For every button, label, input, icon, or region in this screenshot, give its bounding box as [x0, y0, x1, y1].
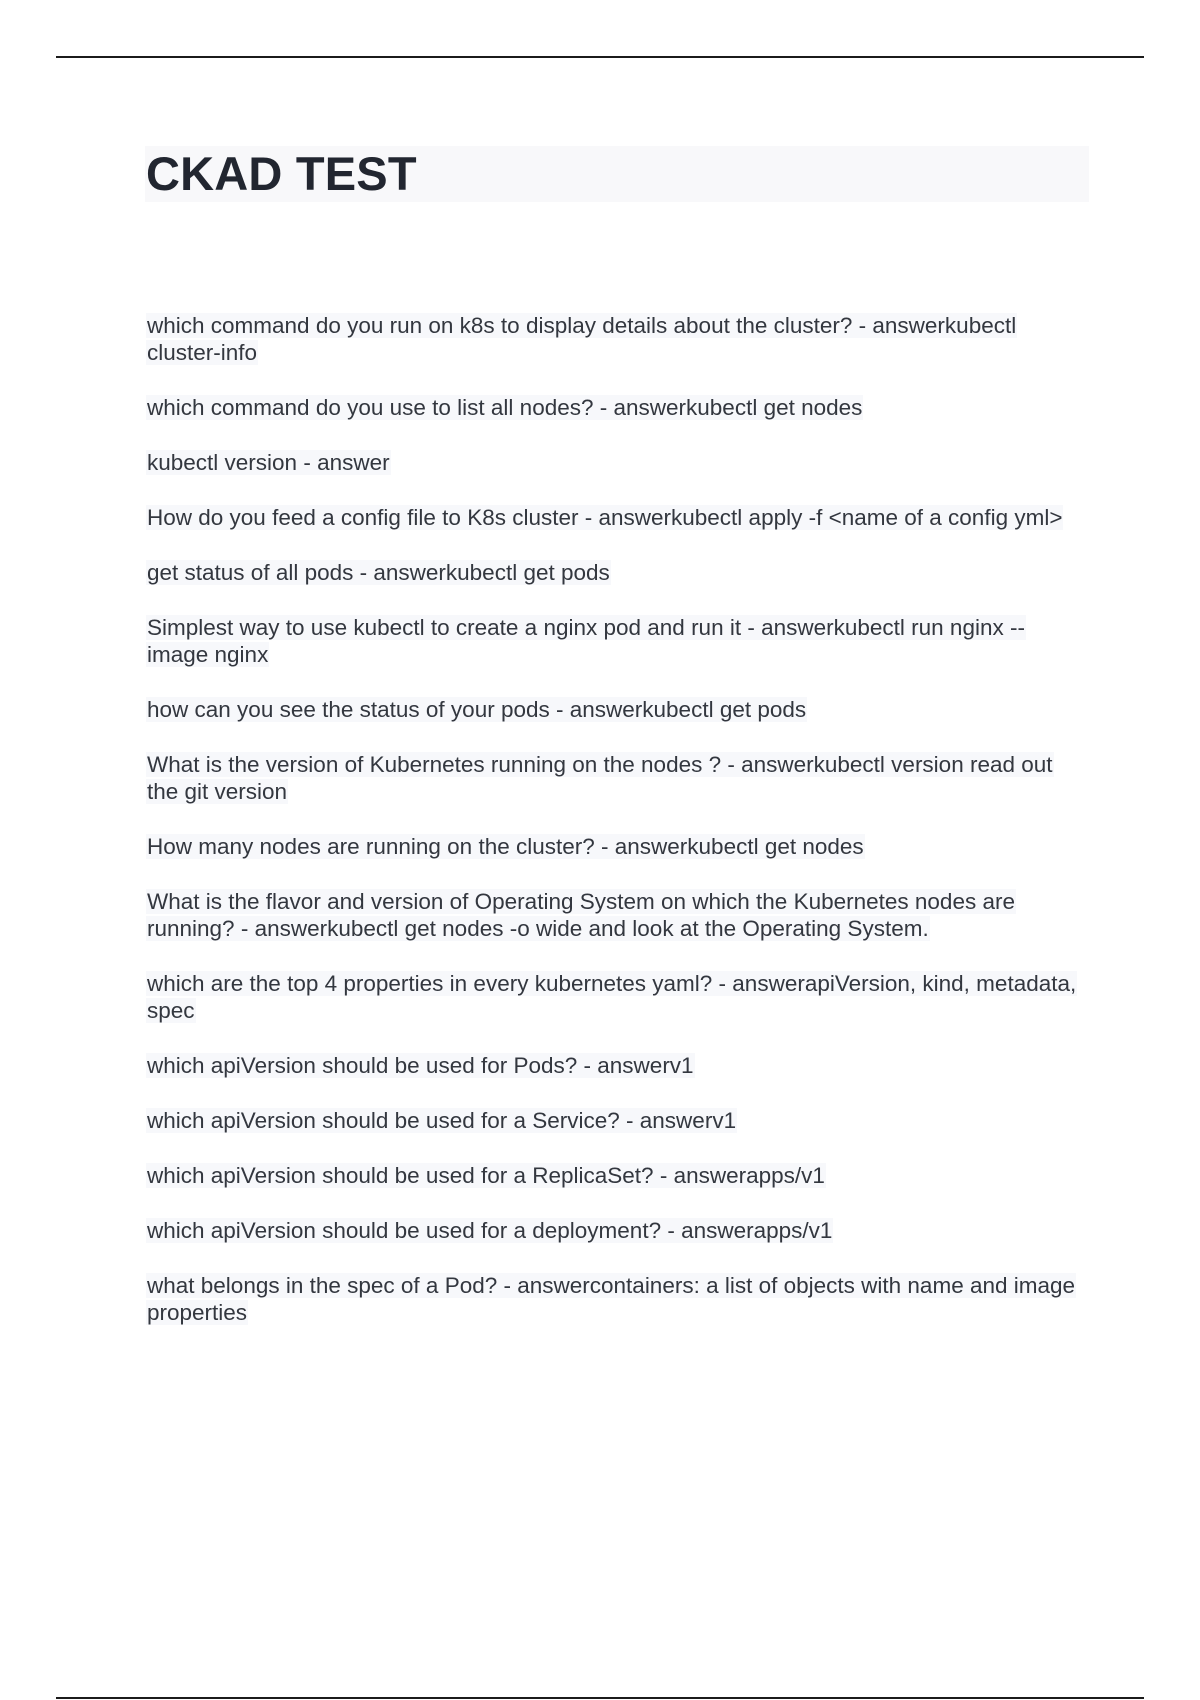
- qa-text: What is the flavor and version of Operating System on which the Kubernetes nodes are running? - answerkubectl get nodes -o wide and look at the Operating System.: [147, 889, 1015, 941]
- qa-text: what belongs in the spec of a Pod? - answercontainers: a list of objects with name and image properties: [147, 1273, 1076, 1325]
- qa-item-yaml-properties: [146, 970, 1086, 1024]
- qa-item-config-file: [146, 504, 1086, 531]
- qa-text: Simplest way to use kubectl to create a nginx pod and run it - answerkubectl run nginx --image nginx: [147, 615, 1025, 667]
- qa-item-api-deployment: [146, 1217, 1086, 1244]
- qa-text: What is the version of Kubernetes running on the nodes ? - answerkubectl version read out the git version: [147, 752, 1053, 804]
- qa-item-nginx-pod: [146, 614, 1086, 668]
- qa-item-os-flavor: [146, 888, 1086, 942]
- qa-item-node-count: [146, 833, 1086, 860]
- top-rule: [56, 56, 1144, 58]
- qa-text: which command do you run on k8s to display details about the cluster? - answerkubectl cluster-info: [147, 313, 1017, 365]
- qa-item-see-pod-status: [146, 696, 1086, 723]
- qa-text: get status of all pods - answerkubectl get pods: [147, 560, 610, 585]
- qa-item-api-service: [146, 1107, 1086, 1134]
- qa-text: which command do you use to list all nodes? - answerkubectl get nodes: [147, 395, 863, 420]
- qa-text: how can you see the status of your pods - answerkubectl get pods: [147, 697, 807, 722]
- qa-text: which apiVersion should be used for a deployment? - answerapps/v1: [147, 1218, 833, 1243]
- qa-item-k8s-version: [146, 751, 1086, 805]
- qa-text: which apiVersion should be used for a ReplicaSet? - answerapps/v1: [147, 1163, 825, 1188]
- qa-list: [146, 312, 1086, 1354]
- bottom-rule: [56, 1697, 1144, 1699]
- qa-text: kubectl version - answer: [147, 450, 390, 475]
- qa-text: which are the top 4 properties in every kubernetes yaml? - answerapiVersion, kind, metadata, spec: [147, 971, 1077, 1023]
- qa-text: which apiVersion should be used for Pods? - answerv1: [147, 1053, 694, 1078]
- qa-item-pod-status: [146, 559, 1086, 586]
- page-title: CKAD TEST: [146, 147, 417, 200]
- qa-text: which apiVersion should be used for a Service? - answerv1: [147, 1108, 737, 1133]
- qa-item-kubectl-version: [146, 449, 1086, 476]
- qa-item-cluster-info: [146, 312, 1086, 366]
- qa-item-list-nodes: [146, 394, 1086, 421]
- qa-text: How many nodes are running on the cluster? - answerkubectl get nodes: [147, 834, 864, 859]
- qa-item-api-replicaset: [146, 1162, 1086, 1189]
- qa-item-api-pods: [146, 1052, 1086, 1079]
- qa-item-pod-spec: [146, 1272, 1086, 1326]
- qa-text: How do you feed a config file to K8s cluster - answerkubectl apply -f <name of a config yml>: [147, 505, 1063, 530]
